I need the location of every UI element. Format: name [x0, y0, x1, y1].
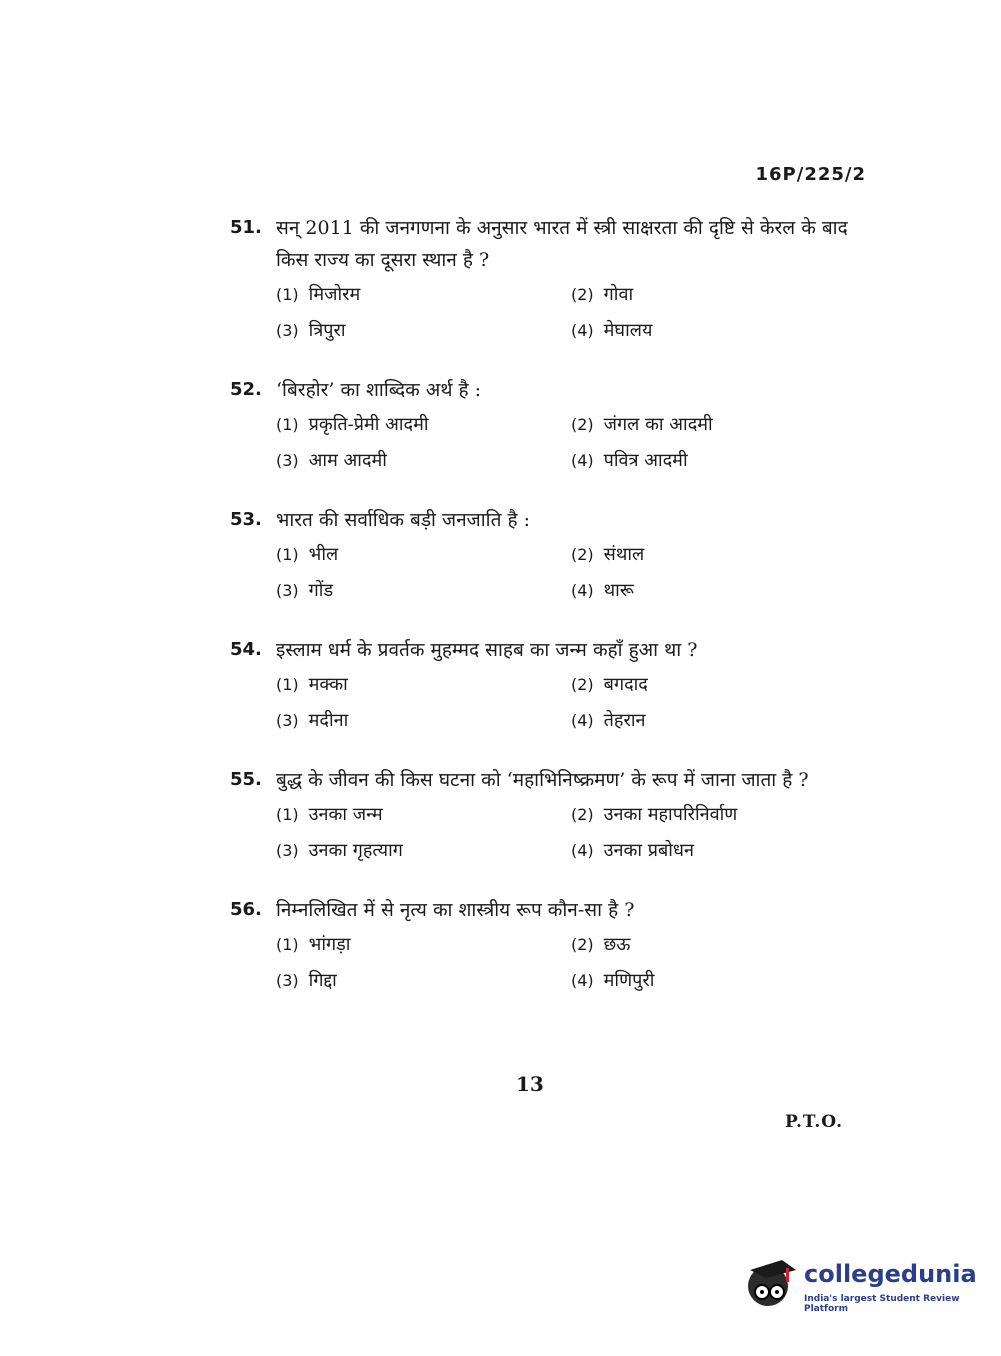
- answer-option: [276, 836, 571, 866]
- option-number: (3): [276, 581, 299, 600]
- option-number: (1): [276, 675, 299, 694]
- brand-name: collegedunia: [804, 1260, 977, 1288]
- option-text: प्रकृति-प्रेमी आदमी: [308, 414, 429, 435]
- answer-option: [571, 836, 866, 866]
- question-text: भारत की सर्वाधिक बड़ी जनजाति है :: [276, 509, 530, 531]
- option-text: मक्का: [308, 674, 348, 695]
- question-block: [230, 212, 870, 346]
- options-grid: [276, 930, 870, 996]
- question-block: [230, 894, 870, 996]
- question-block: [230, 764, 870, 866]
- question-header: [230, 634, 870, 666]
- question-header: [230, 504, 870, 536]
- option-text: गोंड: [308, 580, 334, 601]
- option-number: (4): [571, 971, 594, 990]
- option-number: (1): [276, 285, 299, 304]
- answer-option: [276, 930, 571, 960]
- question-text: बुद्ध के जीवन की किस घटना को ‘महाभिनिष्क्रमण’ के रूप में जाना जाता है ?: [276, 769, 809, 791]
- option-number: (4): [571, 451, 594, 470]
- question-block: [230, 374, 870, 476]
- option-text: संथाल: [603, 544, 645, 565]
- option-text: उनका गृहत्याग: [308, 840, 403, 861]
- collegedunia-watermark: [742, 1250, 977, 1320]
- option-number: (1): [276, 935, 299, 954]
- pto-label: P.T.O.: [785, 1112, 843, 1132]
- option-text: मदीना: [308, 710, 349, 731]
- answer-option: [276, 670, 571, 700]
- question-number: 55.: [230, 769, 262, 790]
- option-number: (2): [571, 935, 594, 954]
- options-grid: [276, 540, 870, 606]
- option-text: पवित्र आदमी: [603, 450, 688, 471]
- question-number: 51.: [230, 217, 262, 238]
- question-header: [230, 894, 870, 926]
- question-text: इस्लाम धर्म के प्रवर्तक मुहम्मद साहब का जन्म कहाँ हुआ था ?: [276, 639, 698, 661]
- question-header: [230, 374, 870, 406]
- option-text: मणिपुरी: [603, 970, 655, 991]
- option-number: (3): [276, 971, 299, 990]
- option-text: आम आदमी: [308, 450, 387, 471]
- option-number: (1): [276, 545, 299, 564]
- answer-option: [571, 576, 866, 606]
- option-text: गिद्दा: [308, 970, 337, 991]
- option-text: मिजोरम: [308, 284, 361, 305]
- option-number: (4): [571, 841, 594, 860]
- answer-option: [276, 966, 571, 996]
- question-number: 56.: [230, 899, 262, 920]
- answer-option: [571, 706, 866, 736]
- answer-option: [571, 316, 866, 346]
- page-number: 13: [516, 1072, 544, 1096]
- option-text: गोवा: [603, 284, 634, 305]
- option-text: उनका महापरिनिर्वाण: [603, 804, 738, 825]
- option-number: (3): [276, 451, 299, 470]
- option-number: (2): [571, 285, 594, 304]
- option-number: (2): [571, 805, 594, 824]
- option-text: जंगल का आदमी: [603, 414, 713, 435]
- paper-code: 16P/225/2: [755, 164, 866, 185]
- answer-option: [571, 280, 866, 310]
- answer-option: [276, 280, 571, 310]
- question-text: निम्नलिखित में से नृत्य का शास्त्रीय रूप कौन-सा है ?: [276, 899, 635, 921]
- option-text: त्रिपुरा: [308, 320, 346, 341]
- option-number: (2): [571, 415, 594, 434]
- option-number: (2): [571, 675, 594, 694]
- options-grid: [276, 280, 870, 346]
- options-grid: [276, 800, 870, 866]
- answer-option: [571, 670, 866, 700]
- option-number: (4): [571, 321, 594, 340]
- question-text: ‘बिरहोर’ का शाब्दिक अर्थ है :: [276, 379, 482, 401]
- question-block: [230, 634, 870, 736]
- question-list: [230, 212, 870, 1024]
- answer-option: [571, 410, 866, 440]
- answer-option: [276, 576, 571, 606]
- option-text: बगदाद: [603, 674, 648, 695]
- option-number: (4): [571, 581, 594, 600]
- option-text: मेघालय: [603, 320, 653, 341]
- options-grid: [276, 670, 870, 736]
- question-text: सन् 2011 की जनगणना के अनुसार भारत में स्त्री साक्षरता की दृष्टि से केरल के बाद किस राज्य का दूसरा स्थान है ?: [276, 217, 848, 271]
- option-text: तेहरान: [603, 710, 646, 731]
- option-text: छऊ: [603, 934, 631, 955]
- answer-option: [276, 410, 571, 440]
- option-number: (1): [276, 805, 299, 824]
- question-number: 53.: [230, 509, 262, 530]
- question-number: 54.: [230, 639, 262, 660]
- question-header: [230, 764, 870, 796]
- question-number: 52.: [230, 379, 262, 400]
- answer-option: [276, 316, 571, 346]
- option-text: भांगड़ा: [308, 934, 351, 955]
- option-number: (3): [276, 841, 299, 860]
- answer-option: [571, 966, 866, 996]
- brand-tagline: India's largest Student Review Platform: [804, 1294, 960, 1314]
- answer-option: [571, 446, 866, 476]
- option-number: (1): [276, 415, 299, 434]
- options-grid: [276, 410, 870, 476]
- option-text: उनका प्रबोधन: [603, 840, 694, 861]
- option-number: (2): [571, 545, 594, 564]
- answer-option: [276, 446, 571, 476]
- option-text: थारू: [603, 580, 634, 601]
- collegedunia-logo-icon: [742, 1256, 798, 1312]
- answer-option: [276, 800, 571, 830]
- option-text: भील: [308, 544, 339, 565]
- question-block: [230, 504, 870, 606]
- answer-option: [276, 706, 571, 736]
- option-number: (3): [276, 711, 299, 730]
- option-number: (3): [276, 321, 299, 340]
- question-header: [230, 212, 870, 276]
- answer-option: [571, 930, 866, 960]
- answer-option: [571, 540, 866, 570]
- answer-option: [571, 800, 866, 830]
- answer-option: [276, 540, 571, 570]
- option-text: उनका जन्म: [308, 804, 383, 825]
- option-number: (4): [571, 711, 594, 730]
